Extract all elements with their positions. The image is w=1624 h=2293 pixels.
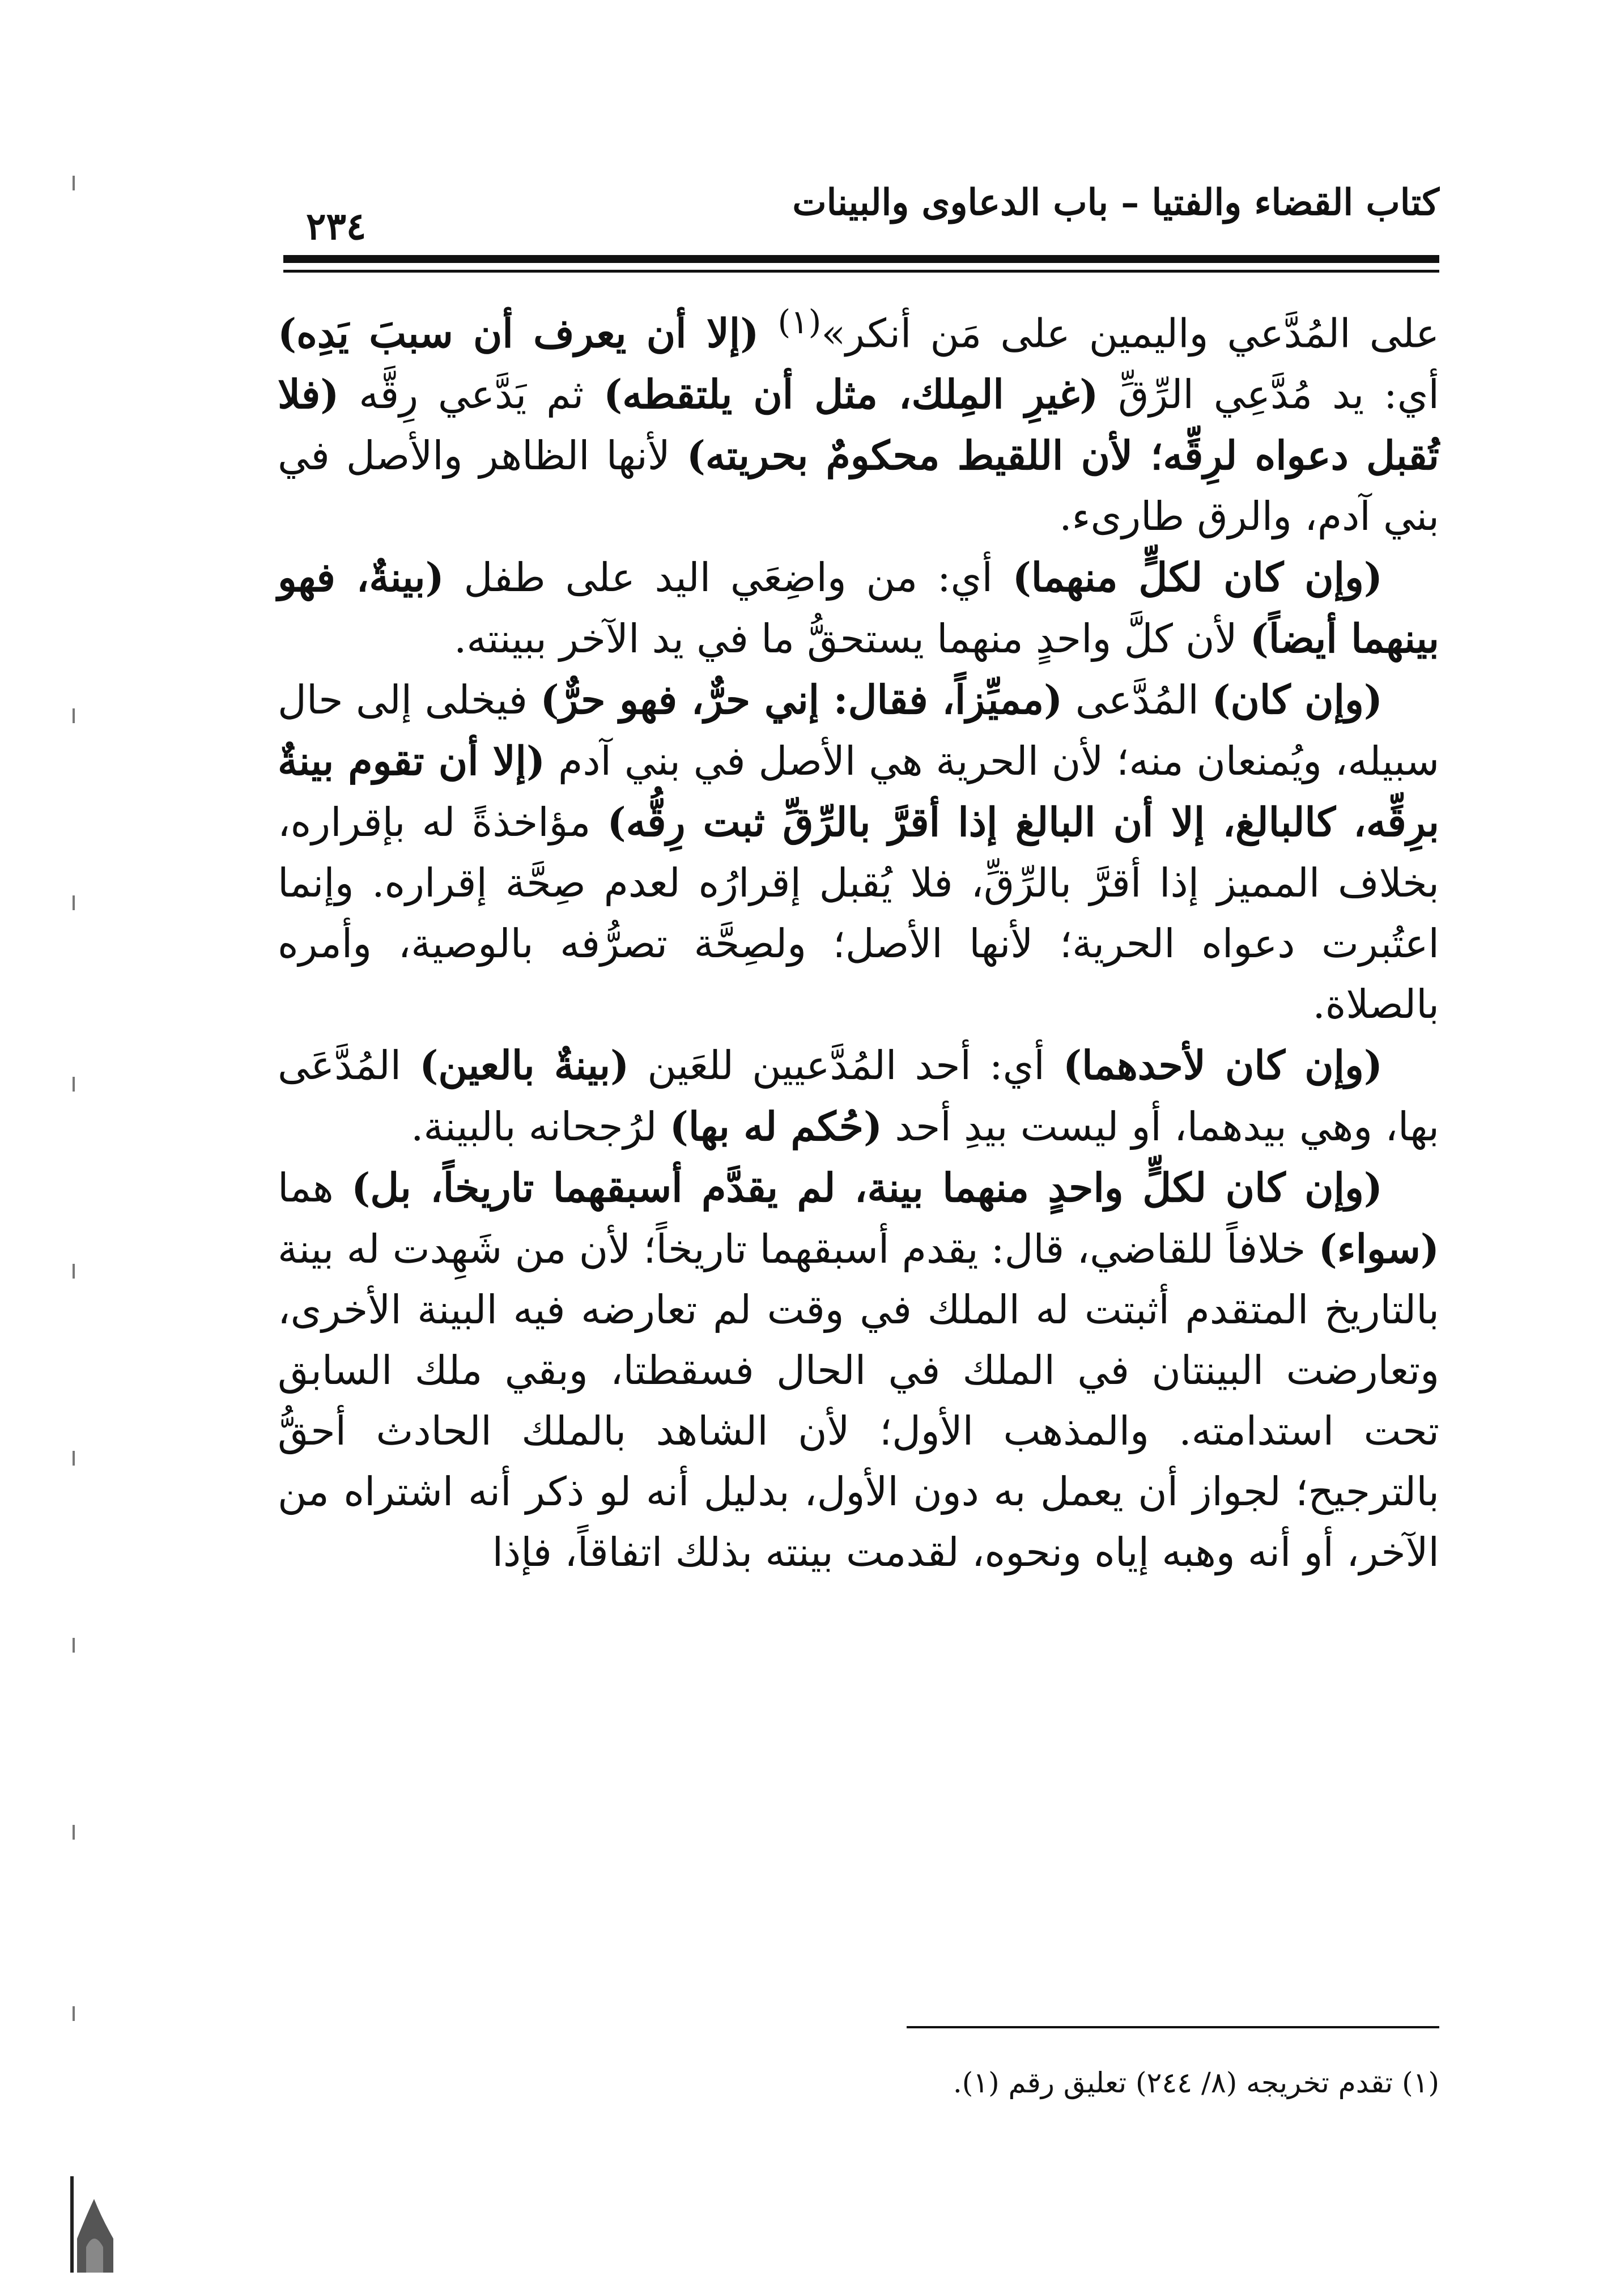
sharh-text: فيخلى إلى حال سبيله، ويُمنعان منه؛ لأن الحرية هي الأصل في بني آدم xyxy=(278,677,1439,785)
page-header xyxy=(283,181,1439,255)
matn-text: (سواء) xyxy=(1318,1225,1439,1273)
sharh-text: ثم يَدَّعي رِقَّه xyxy=(339,371,604,418)
margin-mark xyxy=(73,895,75,910)
page-number: ٢٣٤ xyxy=(306,204,367,248)
body-text xyxy=(278,292,1439,1583)
sharh-text: لأن كلَّ واحدٍ منهما يستحقُّ ما في يد الآخر ببينته. xyxy=(454,615,1250,663)
sharh-text: المُدَّعى xyxy=(1062,677,1212,724)
sharh-text: هما xyxy=(278,1165,352,1212)
footnote-ref: (١) xyxy=(777,303,822,341)
matn-text: (وإن كان لكلٍّ منهما) xyxy=(1012,554,1383,601)
paragraph xyxy=(278,292,1439,547)
paragraph xyxy=(278,669,1439,1035)
sharh-text: المُدَّعَى بها، وهي بيدهما، أو ليست بيدِ أحد xyxy=(278,1042,1439,1150)
matn-text: (إلا أن يعرف أن سببَ يَدِه) xyxy=(278,309,759,357)
sharh-text: أي: أحد المُدَّعيين للعَين xyxy=(629,1042,1063,1089)
matn-text: (بينةٌ بالعين) xyxy=(419,1042,630,1089)
sharh-text: لأنها الظاهر والأصل في بني آدم، والرق طارىء. xyxy=(278,432,1439,540)
running-title: كتاب القضاء والفتيا – باب الدعاوى والبينات xyxy=(792,181,1439,224)
matn-text: (إلا أن تقوم بينةٌ برِقِّه، كالبالغ، إلا أن البالغ إذا أقرَّ بالرِّقِّ ثبت رِقُّه) xyxy=(278,737,1439,846)
header-rule-thick xyxy=(283,255,1439,263)
matn-text: (حُكم له بها) xyxy=(669,1103,883,1150)
sharh-text: على المُدَّعي واليمين على مَن أنكر» xyxy=(821,310,1439,357)
footnote-separator xyxy=(907,2026,1439,2028)
paragraph xyxy=(278,1157,1439,1583)
matn-text: (مميِّزاً، فقال: إني حرٌّ، فهو حرٌّ) xyxy=(540,676,1063,724)
matn-text: (بينةٌ، فهو بينهما أيضاً) xyxy=(278,554,1439,663)
matn-text: (وإن كان) xyxy=(1211,676,1383,724)
matn-text: (فلا تُقبل دعواه لرِقِّه؛ لأن اللقيط محكومٌ بحريته) xyxy=(278,371,1440,479)
margin-mark xyxy=(73,1638,75,1653)
sharh-text: لرُجحانه بالبينة. xyxy=(411,1103,670,1150)
footnote: (١) تقدم تخريجه (٨/ ٢٤٤) تعليق رقم (١). xyxy=(953,2066,1439,2099)
matn-text: (وإن كان لكلٍّ واحدٍ منهما بينة، لم يقدَّم أسبقهما تاريخاً، بل) xyxy=(351,1164,1383,1212)
sharh-text: خلافاً للقاضي، قال: يقدم أسبقهما تاريخاً؛ لأن من شَهِدت له بينة بالتاريخ المتقدم أثبتت له الملك في وقت لم تعارضه فيه البينة الأخرى، وتعارضت البينتان في الملك في الحال فسقطتا، وبقي ملك السابق تحت استدامته. والمذهب الأول؛ لأن الشاهد بالملك الحادث أحقُّ بالترجيح؛ لجواز أن يعمل به دون الأول، بدليل أنه لو ذكر أنه اشتراه من الآخر، أو أنه وهبه إياه ونحوه، لقدمت بينته بذلك اتفاقاً، فإذا xyxy=(278,1226,1440,1576)
margin-mark xyxy=(73,1825,75,1840)
paragraph xyxy=(278,1035,1439,1157)
margin-mark xyxy=(73,1264,75,1279)
sharh-text xyxy=(759,310,777,356)
matn-text: (غيرِ المِلك، مثل أن يلتقطه) xyxy=(603,371,1099,418)
margin-mark xyxy=(73,1451,75,1466)
margin-mark xyxy=(73,708,75,723)
sharh-text: أي: يد مُدَّعِي الرِّقِّ xyxy=(1098,371,1439,418)
margin-mark xyxy=(73,2006,75,2021)
margin-mark xyxy=(73,1077,75,1092)
margin-mark xyxy=(73,176,75,190)
paragraph xyxy=(278,547,1439,669)
matn-text: (وإن كان لأحدهما) xyxy=(1062,1042,1383,1089)
sharh-text: مؤاخذةً له بإقراره، بخلاف المميز إذا أقرَّ بالرِّقِّ، فلا يُقبل إقرارُه لعدم صِحَّة إقراره. وإنما اعتُبرت دعواه الحرية؛ لأنها الأصل؛ ولصِحَّة تصرُّفه بالوصية، وأمره بالصلاة. xyxy=(278,799,1439,1028)
corner-ornament-icon xyxy=(69,2176,120,2273)
sharh-text: أي: من واضِعَي اليد على طفل xyxy=(444,554,1013,601)
header-rule-thin xyxy=(283,270,1439,273)
